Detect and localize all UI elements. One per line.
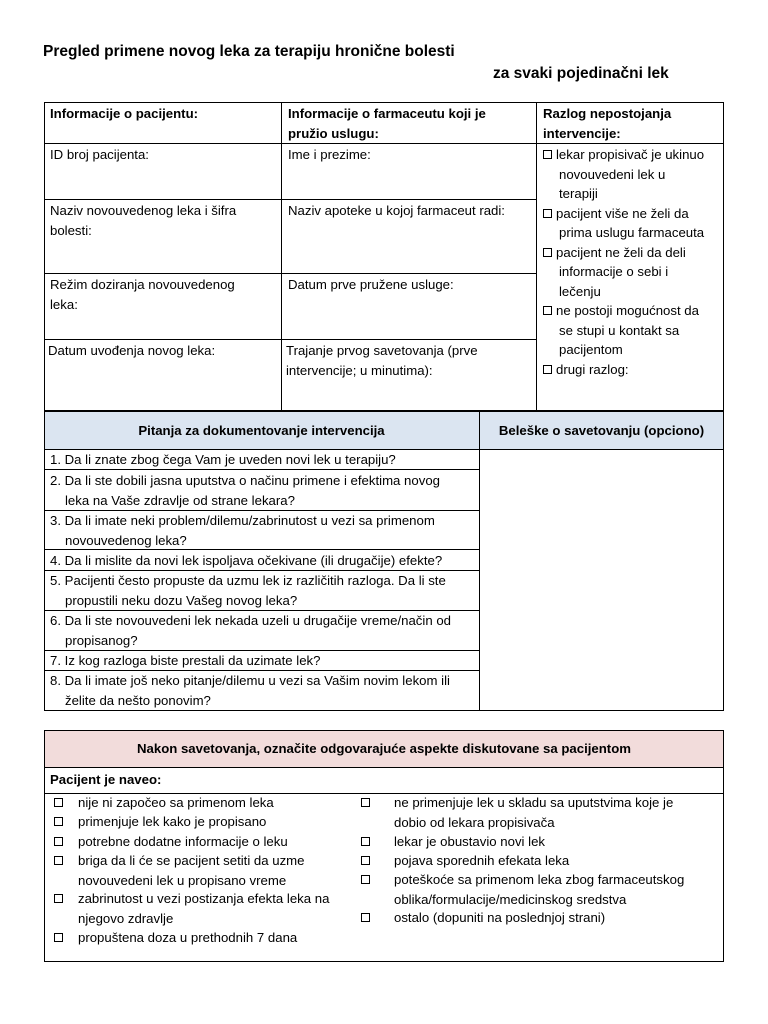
checkbox[interactable] xyxy=(361,875,370,884)
question-8: 8. Da li imate još neko pitanje/dilemu u vezi sa Vašim novim lekom ili želite da nešto ponovim? xyxy=(50,673,450,708)
checkbox[interactable] xyxy=(543,365,552,374)
page-subtitle: za svaki pojedinačni lek xyxy=(493,65,669,82)
patient-id-field[interactable]: ID broj pacijenta: xyxy=(50,147,149,162)
notes-area[interactable] xyxy=(481,451,722,709)
question-3: 3. Da li imate neki problem/dilemu/zabrinutost u vezi sa primenom novouvedenog leka? xyxy=(50,513,435,548)
pharmacist-info-header: Informacije o farmaceutu koji je pružio uslugu: xyxy=(288,106,486,141)
checkbox[interactable] xyxy=(54,894,63,903)
checkbox[interactable] xyxy=(543,306,552,315)
after-counseling-header: Nakon savetovanja, označite odgovarajuće aspekte diskutovane sa pacijentom xyxy=(44,730,724,767)
question-7: 7. Iz kog razloga biste prestali da uzimate lek? xyxy=(50,653,321,668)
dosing-regimen-field[interactable]: Režim doziranja novouvedenog leka: xyxy=(50,277,235,312)
reason-list xyxy=(543,145,721,379)
checkbox[interactable] xyxy=(361,837,370,846)
patient-stated-label: Pacijent je naveo: xyxy=(50,772,162,787)
new-drug-name-field[interactable]: Naziv novouvedenog leka i šifra bolesti: xyxy=(50,203,237,238)
page-title: Pregled primene novog leka za terapiju hronične bolesti xyxy=(43,43,455,60)
question-6: 6. Da li ste novouvedeni lek nekada uzeli u drugačije vreme/način od propisanog? xyxy=(50,613,451,648)
first-service-date-field[interactable]: Datum prve pružene usluge: xyxy=(288,277,454,292)
reason-item[interactable]: pacijent više ne želi da prima uslugu farmaceuta xyxy=(543,204,721,243)
checkbox[interactable] xyxy=(361,913,370,922)
checkbox[interactable] xyxy=(543,248,552,257)
checkbox[interactable] xyxy=(54,798,63,807)
reason-item[interactable]: pacijent ne želi da deli informacije o sebi i lečenju xyxy=(543,243,721,302)
reason-item[interactable]: drugi razlog: xyxy=(543,360,721,380)
reason-item[interactable]: lekar propisivač je ukinuo novouvedeni lek u terapiji xyxy=(543,145,721,204)
checkbox[interactable] xyxy=(54,817,63,826)
pharmacy-name-field[interactable]: Naziv apoteke u kojoj farmaceut radi: xyxy=(288,203,505,218)
no-intervention-reason-header: Razlog nepostojanja intervencije: xyxy=(543,106,672,141)
reason-item[interactable]: ne postoji mogućnost da se stupi u kontakt sa pacijentom xyxy=(543,301,721,360)
consultation-duration-field[interactable]: Trajanje prvog savetovanja (prve intervencije; u minutima): xyxy=(286,343,478,378)
checkbox[interactable] xyxy=(54,856,63,865)
question-5: 5. Pacijenti često propuste da uzmu lek iz različitih razloga. Da li ste propustili neku dozu Vašeg novog leka? xyxy=(50,573,446,608)
checkbox[interactable] xyxy=(54,933,63,942)
checkbox[interactable] xyxy=(54,837,63,846)
checkbox[interactable] xyxy=(361,856,370,865)
questions-header: Pitanja za dokumentovanje intervencija xyxy=(44,411,479,449)
question-1: 1. Da li znate zbog čega Vam je uveden novi lek u terapiju? xyxy=(50,452,396,467)
notes-header: Beleške o savetovanju (opciono) xyxy=(479,411,724,449)
patient-info-header: Informacije o pacijentu: xyxy=(50,106,199,121)
question-2: 2. Da li ste dobili jasna uputstva o načinu primene i efektima novog leka na Vaše zdravlje od strane lekara? xyxy=(50,473,440,508)
drug-start-date-field[interactable]: Datum uvođenja novog leka: xyxy=(48,343,216,358)
question-4: 4. Da li mislite da novi lek ispoljava očekivane (ili drugačije) efekte? xyxy=(50,553,443,568)
checkbox[interactable] xyxy=(543,150,552,159)
pharmacist-name-field[interactable]: Ime i prezime: xyxy=(288,147,371,162)
checkbox[interactable] xyxy=(543,209,552,218)
checkbox[interactable] xyxy=(361,798,370,807)
